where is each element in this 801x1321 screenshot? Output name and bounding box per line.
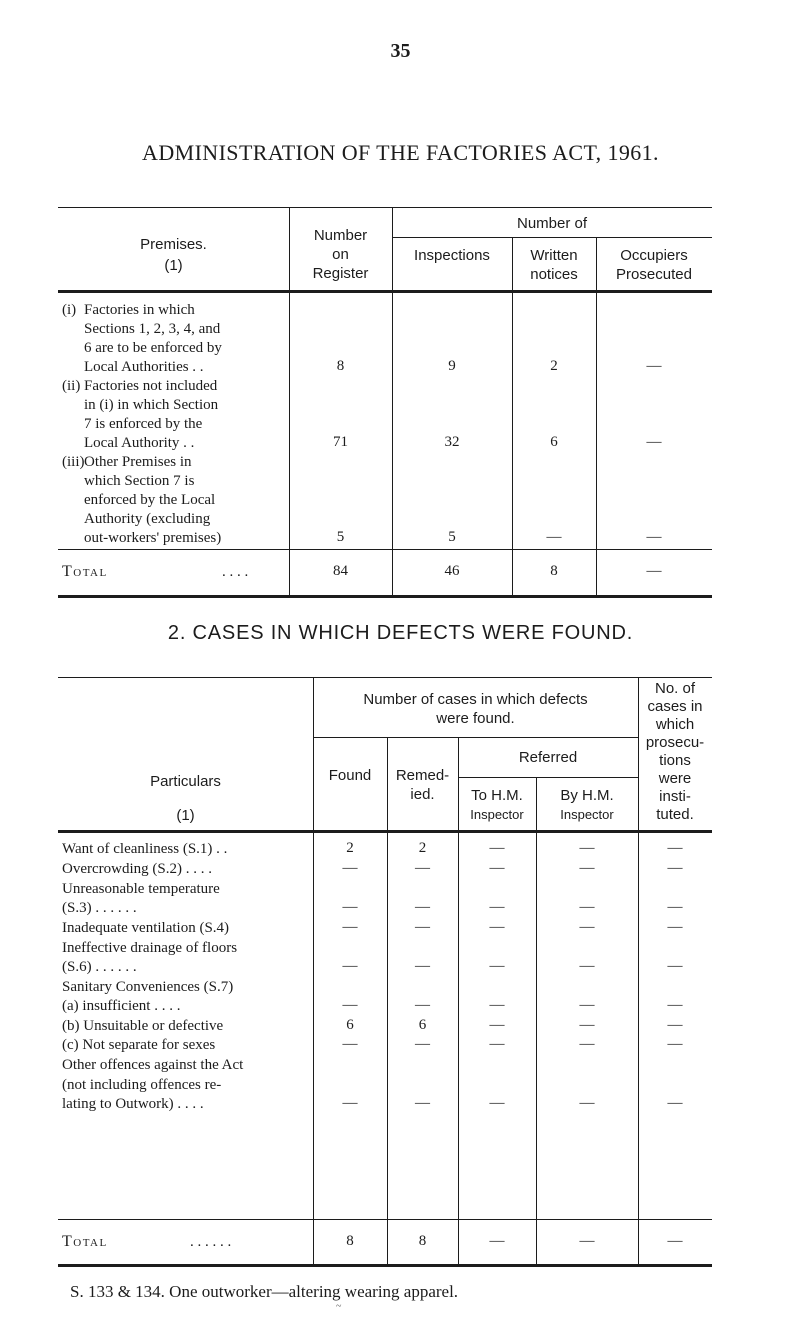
page-number: 35: [390, 40, 411, 62]
cell-notices: 6: [550, 434, 558, 450]
header-number-of-cases: Number of cases in which defects were found.: [363, 691, 588, 727]
cell-inspections: 5: [448, 529, 456, 545]
cell-notices: —: [546, 529, 562, 545]
cell-notices: 8: [550, 563, 558, 579]
cell-prosecuted: —: [646, 434, 662, 450]
header-remedied: Remed- ied.: [395, 767, 450, 803]
cell-register: 5: [336, 529, 345, 545]
header-number-on-register: Number on Register: [312, 227, 369, 282]
header-written-notices: Written notices: [530, 247, 578, 283]
header-premises-num: (1): [164, 257, 183, 274]
cell-prosecuted: —: [646, 358, 662, 374]
stray-mark: ~: [336, 1301, 342, 1312]
cell-inspections: 46: [444, 563, 460, 579]
cell-register: 8: [336, 358, 345, 374]
header-particulars-num: (1): [176, 807, 195, 824]
header-premises: Premises.: [140, 236, 207, 253]
header-found: Found: [328, 767, 372, 784]
header-prosecutions: No. of cases in which prosecu- tions were insti- tuted.: [645, 680, 705, 823]
cell-prosecuted: —: [646, 529, 662, 545]
header-number-of: Number of: [516, 215, 588, 232]
header-particulars: Particulars: [150, 773, 221, 790]
header-occupiers-prosecuted: Occupiers Prosecuted: [616, 247, 692, 283]
footnote: S. 133 & 134. One outworker—altering wearing apparel.: [70, 1282, 459, 1301]
cell-prosecuted: —: [646, 563, 662, 579]
header-inspections: Inspections: [414, 247, 490, 264]
cell-inspections: 9: [448, 358, 456, 374]
cell-notices: 2: [550, 358, 558, 374]
cell-register: 71: [333, 434, 348, 450]
document-title: ADMINISTRATION OF THE FACTORIES ACT, 1961.: [142, 140, 659, 165]
header-to-hm-inspector: To H.M. Inspector: [470, 787, 524, 822]
header-by-hm-inspector: By H.M. Inspector: [560, 787, 614, 822]
cell-register: 84: [333, 563, 348, 579]
cell-inspections: 32: [444, 434, 460, 450]
header-referred: Referred: [518, 749, 578, 766]
section-2-title: 2. CASES IN WHICH DEFECTS WERE FOUND.: [167, 622, 634, 644]
